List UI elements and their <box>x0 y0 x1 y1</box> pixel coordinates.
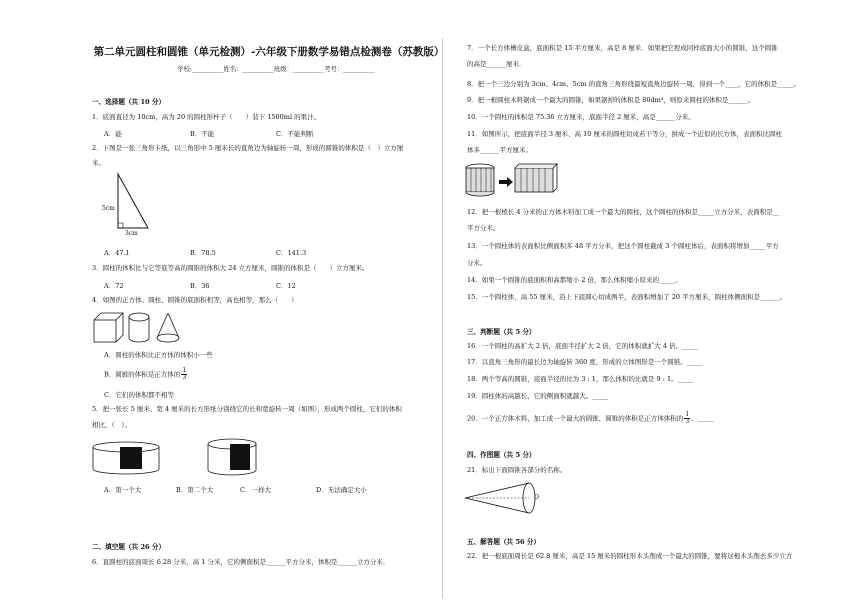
question-11: 11．如图所示，把底面半径 3 厘米、高 10 厘米的圆柱切成若干等分，拼成一个近似的长方体，表面积比圆柱 <box>467 130 782 138</box>
question-19: 19．圆柱体的高越长，它的侧面积就越大。_____ <box>467 392 609 400</box>
solids-figure <box>92 310 184 344</box>
question-13-cont: 分米。 <box>467 259 487 267</box>
question-20 <box>467 412 714 425</box>
q5-option-a: A．第一个大 <box>104 486 142 494</box>
question-14: 14．如果一个圆锥的底面积和高都缩小 2 倍，那么体积缩小原来的_____。 <box>467 276 682 284</box>
question-16: 16．一个圆柱的高扩大 2 倍，底面半径扩大 2 倍，它的体积就扩大 4 倍。_____ <box>467 342 699 350</box>
q5-option-d: D．无法确定大小 <box>316 486 367 494</box>
question-10: 10．一个圆柱的体积是 75.36 立方厘米，底面半径 2 厘米，高是______分米。 <box>467 113 695 121</box>
question-12: 12．把一根棱长 4 分米的正方体木料加工成一个最大的圆柱，这个圆柱的体积是_____立方分米，表面积是__ <box>467 208 780 216</box>
question-18: 18．两个等高的圆锥，底面半径的比为 3 : 1，那么体积的比就是 9 : 1。_____ <box>467 375 694 383</box>
triangle-side-label: 5cm <box>102 205 115 212</box>
fraction-numerator: 1 <box>182 367 187 374</box>
fraction-denominator: 3 <box>685 418 690 425</box>
right-triangle-figure <box>114 172 154 236</box>
q2-option-a: A．47.1 <box>104 249 130 257</box>
q1-option-c: C．不能判断 <box>276 130 314 138</box>
triangle-base-label: 3cm <box>125 230 138 237</box>
q3-option-a: A．72 <box>104 282 124 290</box>
q4-option-b-text: B．圆锥的体积是正方体的 <box>104 370 181 379</box>
question-17: 17．以直角三角形的最长边为轴旋转 360 度，形成的立体图形是一个圆锥。_____ <box>467 358 704 366</box>
cylinder-rotation-figure-1 <box>90 440 162 476</box>
q1-option-b: B．不能 <box>190 130 215 138</box>
q4-option-b <box>104 368 188 381</box>
question-2-cont: 米。 <box>92 159 105 167</box>
fraction-denominator: 3 <box>182 374 187 381</box>
question-8: 8．把一个三边分别为 3cm、4cm、5cm 的直角三角形绕最短直角边旋转一周，得到一个____，它的体积是_____。 <box>467 80 800 88</box>
question-7: 7．一个长方体槽皮盒，底面积是 15 平方厘米，高是 8 厘米．如果把它捏成同样底面大小的圆锥，这个圆锥 <box>467 44 778 52</box>
q5-option-b: B．第二个大 <box>176 486 214 494</box>
section-heading-solve: 五、解答题（共 56 分） <box>467 538 541 546</box>
column-divider <box>442 38 443 598</box>
question-9: 9．把一根圆柱木料锯成一个最大的圆锥，如果锯掉的体积是 80dm³，则原来圆柱的体积是______。 <box>467 96 755 104</box>
q3-option-c: C．12 <box>276 282 296 290</box>
q3-option-b: B．36 <box>190 282 210 290</box>
question-20-text: 20．一个正方体木料，加工成一个最大的圆锥，圆锥的体积是正方体体积的 <box>467 414 684 423</box>
question-22: 22．把一根底面周长是 62.8 厘米，高是 15 厘米的圆柱形木头削成一个最大的圆锥，要将这根木头削去多少立方 <box>467 552 793 560</box>
cone-center-label: O <box>534 494 539 501</box>
question-12-cont: 平方分米。 <box>467 224 500 232</box>
question-20-blank: 。_____ <box>691 414 715 423</box>
section-heading-fill: 二、填空题（共 26 分） <box>92 543 166 551</box>
question-11-cont: 体多______平方厘米。 <box>467 146 532 154</box>
fraction-numerator: 1 <box>685 411 690 418</box>
fraction-one-third <box>181 368 187 381</box>
page-title: 第二单元圆柱和圆锥（单元检测）-六年级下册数学易错点检测卷（苏教版） <box>93 46 445 58</box>
question-3: 3．圆柱的体积比与它等底等高的圆锥的体积大 24 立方厘米，圆锥的体积是（ ）立方厘米。 <box>92 264 369 272</box>
question-6: 6．直圆柱的底面周长 6.28 分米，高 1 分米，它的侧面积是______平方分米，体积是______立方分米. <box>92 558 386 566</box>
question-2: 2．下图是一张三角形卡纸，以三角形中 5 厘米长的直角边为轴旋转一周，形成的圆锥的体积是（ ）立方厘 <box>92 144 404 152</box>
section-heading-choice: 一、选择题（共 10 分） <box>92 98 166 106</box>
section-heading-judge: 三、判断题（共 5 分） <box>467 328 536 336</box>
question-1: 1．底面直径为 10cm，高为 20 的圆柱形杯子（ ）装下 1500ml 的果汁。 <box>92 113 321 121</box>
q2-option-c: C．141.3 <box>276 249 307 257</box>
q4-option-a: A．圆柱的体积比正方体的体积小一些 <box>104 351 213 359</box>
question-13: 13．一个圆柱体的表面积比侧面积多 48 平方分米，把这个圆柱截成 3 个圆柱体后，表面积将增加_____平方 <box>467 242 779 250</box>
cylinder-cut-figure <box>463 162 563 198</box>
q4-option-c: C．它们的体积都不相等 <box>104 391 174 399</box>
question-21: 21．标出下面圆锥各部分的名称。 <box>467 466 567 474</box>
question-7-cont: 的高是______厘米． <box>467 60 526 68</box>
q5-option-c: C．一样大 <box>240 486 271 494</box>
question-5-cont: 相比，（ ）。 <box>92 421 131 429</box>
question-15: 15．一个圆柱体，高 55 厘米，沿上下底圆心切成两半，表面积增加了 20 平方厘米，圆柱体侧面积是______。 <box>467 293 787 301</box>
question-5: 5．把一张长 5 厘米、宽 4 厘米的长方形纸分别绕它的长和宽旋转一周（如图），形成两个圆柱，它们的体积 <box>92 405 402 413</box>
cylinder-rotation-figure-2 <box>206 438 258 478</box>
question-4: 4．如图的正方体、圆柱、圆锥的底面积相等，高也相等，那么（ ） <box>92 296 298 304</box>
fraction-one-third-q20 <box>684 412 690 425</box>
q2-option-b: B．78.5 <box>190 249 216 257</box>
student-info-line: 学校:__________姓名：__________班级：__________考号：__________ <box>177 66 375 73</box>
section-heading-draw: 四、作图题（共 5 分） <box>467 451 536 459</box>
q1-option-a: A．能 <box>104 130 122 138</box>
